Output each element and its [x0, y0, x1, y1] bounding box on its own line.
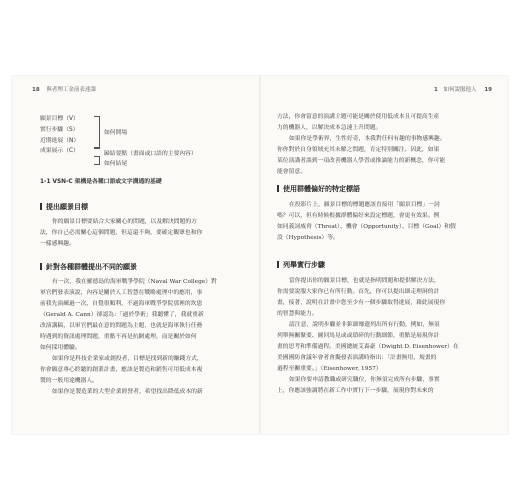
section-marker — [277, 261, 279, 268]
text-line: 過程至關重要。」（Eisenhower, 1957） — [277, 366, 382, 372]
left-running-title: 與者埋工金前表達課 — [46, 87, 96, 93]
text-line: （Gerald A. Cann）卻認為：「過於學術」我聽懂了，我就重新 — [40, 312, 204, 318]
text-line: 有一次，我在羅德島的海軍戰爭學院（Naval War College）對 — [52, 279, 217, 285]
brace-label-body: 歸結要點（畫面或口語的主要內容） — [104, 151, 197, 157]
text-line: 上，你應該強調將在新工作中實行下一步驟，展現你對未來的 — [277, 388, 434, 394]
text-line: 如同義詞威脅（Threat）、機會（Opportunity）、目標（Goal）和假 — [277, 224, 456, 230]
text-line: 請注意，說明步驟並非鉅細靡遺列出所有行動，例如，無須 — [289, 322, 440, 328]
right-intro-paragraph — [277, 112, 489, 178]
section-title: 使用群體偏好的特定標語 — [283, 185, 360, 193]
text-line: 你需要說服大家你已有所行動。首先，你可以提出細走理洞的計 — [277, 289, 440, 295]
text-line: 你你對於自身領域充其未解之問題，育定特別關注。因此，如果 — [277, 147, 440, 153]
text-line: 方法，你會留意的演講主題可能是關於使用低成本且可提高生產 — [277, 114, 440, 120]
vsnc-list — [40, 114, 79, 157]
text-line: 如果你是製造業的大型企業經營者，希望找出降低成本的新 — [52, 389, 203, 395]
text-line: 某位演講者談到一項改善機器人學習或推論能力的新概念，你可能 — [277, 158, 446, 164]
text-line: 時遇到的資訊處理問題，重點不再是抗網處理，而是關於如何 — [40, 334, 197, 340]
text-line: 力的機器人，以解決成本急速上升問題。 — [277, 125, 382, 131]
vsnc-news: 近期進展（N） — [40, 137, 80, 144]
section-heading-audience — [40, 262, 137, 272]
text-line: 的智慧與能力。 — [277, 311, 318, 317]
text-line: 製的一般用途機器人。 — [40, 378, 98, 384]
text-line: 畫的思考和準備過程。美國總統艾森豪（Dwight D. Eisenhower）在 — [277, 344, 459, 350]
chapter-number: 1 — [434, 87, 438, 93]
text-line: 前我先演練過一次，自覺很順利，不過海軍戰爭學院那裡的坎恩 — [40, 301, 203, 307]
section-heading-steps — [277, 260, 325, 270]
text-line: 畫，接著，說明在計畫中您至少有一個步驟取得進展，藉此展現你 — [277, 300, 446, 306]
section-body-labels — [277, 200, 489, 244]
text-line: 軍官們發表演說，內容是關於人工智慧在戰略處理中的應用，事 — [40, 290, 203, 296]
text-line: 你會願意專心聆聽的創業計畫，應該是製造和銷售可用低成本複 — [40, 367, 203, 373]
section-marker — [40, 203, 42, 210]
text-line: 如果你是學術界，生性好奇，本我對任何有趣的事物感興趣。 — [289, 136, 446, 142]
text-line: 改演講稿，以軍官們最在意的問題為主題，也就是海軍執行任務 — [40, 323, 203, 329]
text-line: 如何採用體驗。 — [40, 345, 81, 351]
brace-label-opening: 如何開場 — [104, 130, 128, 136]
book-gutter — [259, 76, 261, 434]
figure-caption: 1-1 VSN-C 架構是各種口語或文字溝通的基礎 — [40, 179, 162, 185]
text-line: 你的願景目標要結合大家關心的問題，以及解決問題的方 — [52, 219, 197, 225]
section-title: 針對各種群體提出不同的願景 — [46, 263, 137, 271]
section-body-steps — [277, 276, 489, 397]
left-page-header — [32, 85, 96, 93]
text-line: 列舉無關緊要、圖回馬見或或瑣碎的行動細節，重點是展現你計 — [277, 333, 440, 339]
text-line: 設（Hypothesis）等。 — [277, 235, 339, 241]
brace-opening — [94, 116, 100, 148]
text-line: 嗎？可以，但有時候根據群體偏好來設定標題，會更有效果。例 — [277, 213, 440, 219]
text-line: 當你提出你的願景目標，也就是指明問題和提供解決方法， — [289, 278, 440, 284]
section-marker — [40, 263, 42, 270]
text-line: 在投影片上，願景目標的標題應該直接用「願景目標」一詞 — [289, 202, 440, 208]
text-line: 如果你是科技企業家或創投者，目標是找到新的賺錢方式， — [52, 356, 203, 362]
brace-closing — [94, 156, 100, 165]
section-heading-labels — [277, 184, 360, 194]
right-page-number: 19 — [484, 87, 492, 93]
left-page — [12, 76, 259, 434]
section-marker — [277, 185, 279, 192]
right-page-header — [434, 85, 492, 93]
vsnc-steps: 實行步驟（S） — [40, 126, 79, 133]
section-heading-vision — [40, 202, 88, 212]
text-line: 如果你要申請教職或研究職位，你無須完成所有步驟，事實 — [289, 377, 440, 383]
section-body-vision — [40, 217, 245, 250]
brace-body — [94, 148, 100, 149]
text-line: 一樣感興趣。 — [40, 241, 75, 247]
right-page — [261, 76, 508, 434]
section-title: 提出願景目標 — [46, 203, 88, 211]
section-body-audience — [40, 277, 245, 398]
section-title: 列舉實行步驟 — [283, 261, 325, 269]
left-page-number: 18 — [32, 87, 40, 93]
right-running-title: 如何說服他人 — [443, 87, 477, 93]
brace-label-closing: 如何結尾 — [104, 161, 128, 167]
vsnc-contribution: 成果展示（C） — [40, 148, 79, 155]
vsnc-vision: 願景目標（V） — [40, 116, 79, 122]
text-line: 能會留意。 — [277, 169, 306, 175]
text-line: 美國國防會議年會者會擬發表演講時指出：「計畫無用，規畫的 — [277, 355, 437, 361]
text-line: 法，你自己必需關心這個問題，但這還不夠，要確定觀眾也和你 — [40, 230, 203, 236]
